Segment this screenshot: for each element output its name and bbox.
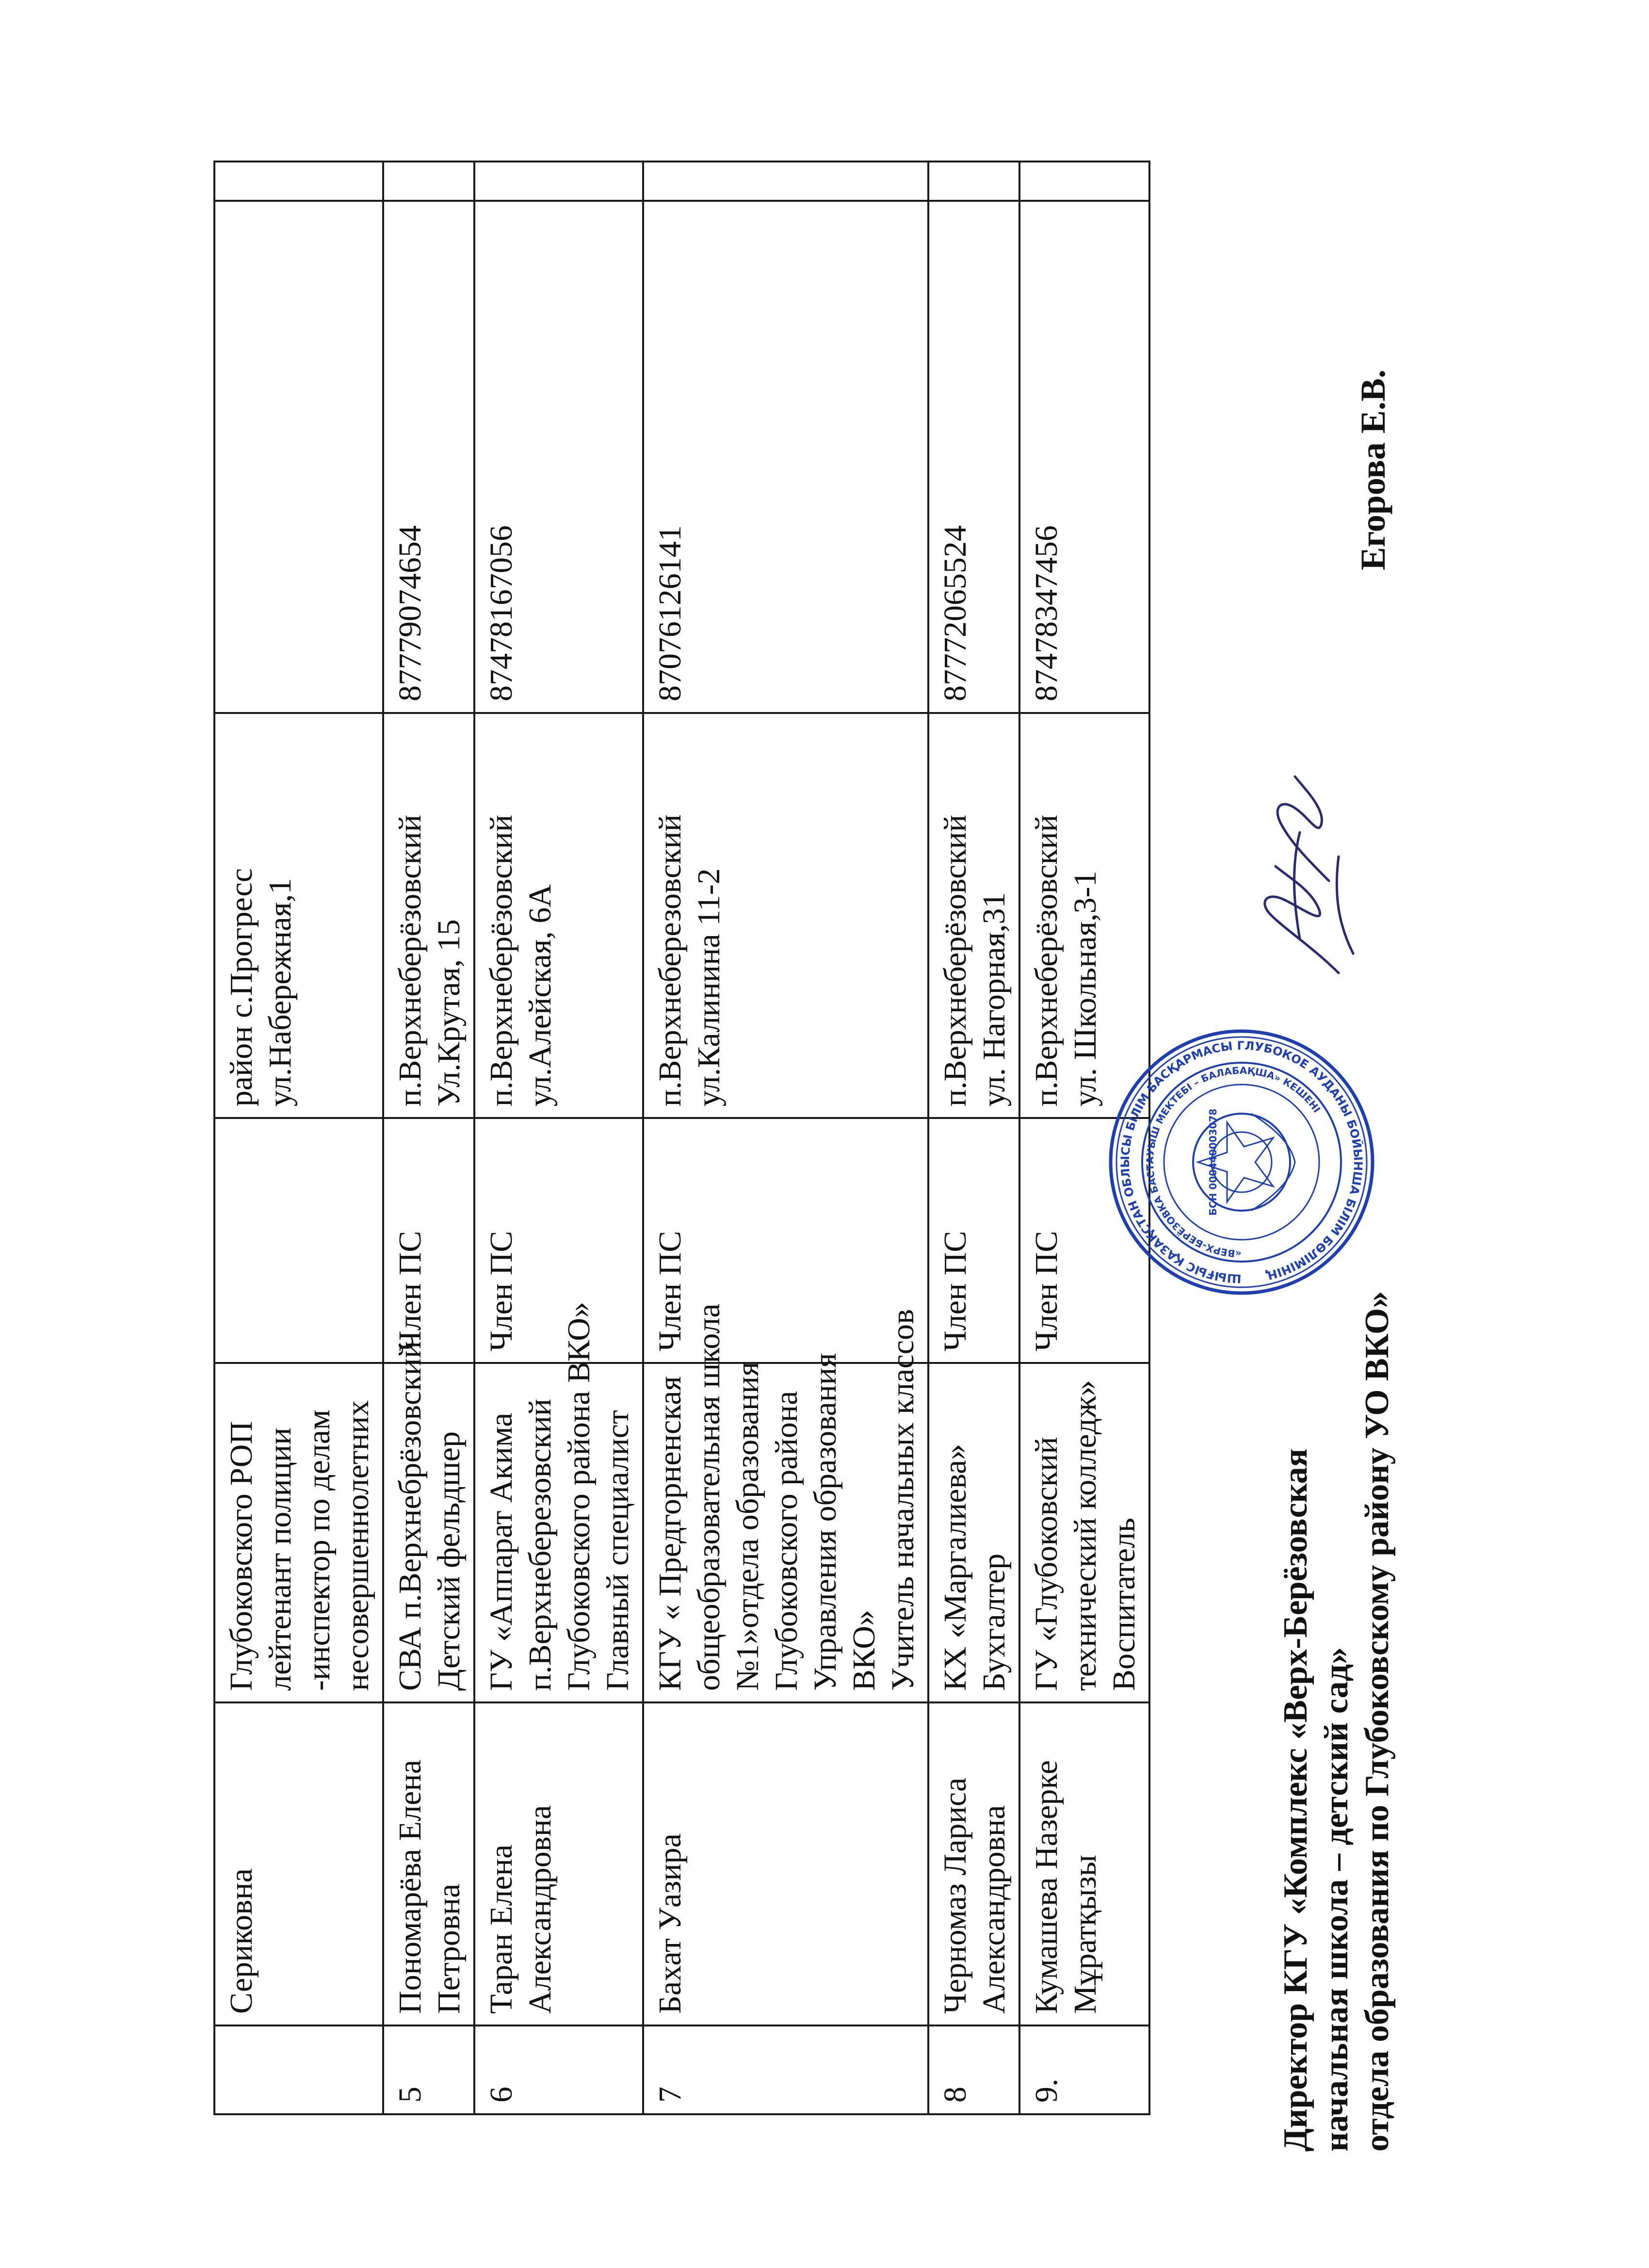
workplace-position-line: Бухгалтер	[976, 1553, 1012, 1691]
home-address-line: Ул.Крутая, 15	[431, 919, 467, 1107]
home-address-line: п.Верхнеберезовский	[652, 814, 688, 1107]
empty-cell	[643, 162, 928, 201]
svg-text:«ВЕРХ-БЕРЁЗОВКА БАСТАУЫШ МЕКТЕ	[1144, 1065, 1323, 1260]
home-address-line: ул. Школьная,3-1	[1067, 871, 1103, 1107]
workplace-position-line: технический колледж»	[1067, 1380, 1103, 1691]
workplace-position-line: КГУ « Предгорненская	[652, 1376, 688, 1691]
director-title-line-2: начальная школа – детский сад»	[1318, 1647, 1355, 2152]
workplace-position-line: Детский фельдшер	[431, 1431, 467, 1691]
home-address-line: район с.Прогресс	[224, 868, 259, 1107]
workplace-position-cell	[383, 1341, 474, 1702]
home-address-cell	[214, 713, 383, 1118]
stamp-bin-text: БСН 000440003078	[1207, 1108, 1219, 1216]
home-address-line: п.Верхнеберёзовский	[484, 814, 519, 1107]
workplace-position-line: Учитель начальных классов	[885, 1309, 921, 1691]
council-role-cell	[214, 1118, 383, 1363]
workplace-position-line: п.Верхнеберезовский	[522, 1398, 558, 1691]
full-name-line: Черномаз Лариса	[938, 1777, 973, 2014]
council-role-cell	[928, 1118, 1019, 1363]
home-address-line: п.Верхнеберёзовский	[938, 814, 973, 1107]
empty-cell	[1019, 162, 1149, 201]
council-role-cell	[383, 1118, 474, 1363]
row-number-cell	[214, 2025, 383, 2114]
empty-cell	[474, 162, 643, 201]
full-name-line: Бахат Уазира	[652, 1833, 688, 2014]
row-number-text: 8	[938, 2087, 973, 2103]
full-name-cell	[474, 1702, 643, 2025]
workplace-position-cell	[214, 1363, 383, 1702]
council-role-text: Член ПС	[938, 1231, 973, 1352]
full-name-line: Пономарёва Елена	[392, 1760, 428, 2014]
workplace-position-cell	[1019, 1363, 1149, 1702]
council-role-text: Член ПС	[652, 1231, 688, 1352]
full-name-cell	[214, 1702, 383, 2025]
workplace-position-line: ГУ «Аппарат Акима	[484, 1412, 519, 1691]
empty-cell	[928, 162, 1019, 201]
row-number-text: 6	[484, 2087, 519, 2103]
council-role-text: Член ПС	[1029, 1231, 1064, 1352]
row-number-cell	[474, 2025, 643, 2114]
workplace-position-line: Главный специалист	[600, 1410, 635, 1691]
home-address-line: п.Верхнеберёзовский	[392, 814, 428, 1107]
full-name-line: Мұратқызы	[1067, 1855, 1103, 2014]
table-row	[383, 162, 474, 2114]
phone-number-cell	[214, 201, 383, 713]
workplace-position-line: №1»отдела образования	[730, 1361, 765, 1691]
home-address-cell	[928, 713, 1019, 1118]
full-name-line: Александровна	[522, 1805, 558, 2014]
members-table-body	[214, 162, 1149, 2114]
council-role-text: Член ПС	[392, 1231, 428, 1352]
workplace-position-cell	[474, 1302, 643, 1702]
director-title-line-3: отдела образования по Глубоковскому району УО ВКО»	[1358, 1291, 1396, 2152]
home-address-line: ул.Калинина 11-2	[691, 868, 727, 1107]
empty-cell	[214, 162, 383, 201]
row-number-cell	[928, 2025, 1019, 2114]
full-name-cell	[928, 1702, 1019, 2025]
handwritten-signature	[1242, 769, 1368, 983]
row-number-text: 5	[392, 2087, 428, 2103]
full-name-cell	[643, 1702, 928, 2025]
workplace-position-line: Глубоковского РОП	[224, 1421, 259, 1691]
members-table	[213, 161, 1150, 2115]
full-name-line: Александровна	[976, 1805, 1012, 2014]
workplace-position-line: Глубоковского района ВКО»	[561, 1302, 597, 1691]
phone-number-cell	[1019, 201, 1149, 713]
phone-number-cell	[383, 201, 474, 713]
phone-number-cell	[643, 201, 928, 713]
council-role-cell	[474, 1118, 643, 1363]
workplace-position-line: Воспитатель	[1106, 1518, 1142, 1691]
workplace-position-line: ГУ «Глубоковский	[1029, 1437, 1064, 1691]
phone-number-text: 87076126141	[652, 525, 688, 701]
phone-number-cell	[928, 201, 1019, 713]
director-title-line-1: Директор КГУ «Комплекс «Верх-Берёзовская	[1277, 1448, 1314, 2152]
phone-number-text: 87478167056	[484, 525, 519, 701]
home-address-cell	[474, 713, 643, 1118]
full-name-cell	[383, 1702, 474, 2025]
official-stamp-seal	[1106, 1026, 1377, 1298]
full-name-line: Таран Елена	[484, 1844, 519, 2014]
home-address-cell	[643, 713, 928, 1118]
phone-number-text: 87478347456	[1029, 525, 1064, 701]
row-number-cell	[1019, 2025, 1149, 2114]
signer-name: Егорова Е.В.	[1354, 369, 1392, 570]
row-number-text: 9.	[1029, 2078, 1064, 2103]
table-row	[643, 162, 928, 2114]
stamp-outer-text: ШЫҒЫС ҚАЗАҚСТАН ОБЛЫСЫ БІЛІМ БАСҚАРМАСЫ ГЛУБОКОЕ АУДАНЫ БОЙЫНША БІЛІМ БӨЛІМІНІҢ	[1118, 1038, 1365, 1286]
home-address-line: ул. Нагорная,31	[976, 892, 1012, 1107]
workplace-position-line: СВА п.Верхнебрёзовский	[392, 1341, 428, 1691]
council-role-text: Член ПС	[484, 1231, 519, 1352]
phone-number-cell	[474, 201, 643, 713]
home-address-line: ул.Набережная,1	[262, 878, 298, 1107]
table-row	[928, 162, 1019, 2114]
phone-number-text: 87779074654	[392, 525, 428, 701]
row-number-text: 7	[652, 2087, 688, 2103]
workplace-position-line: КХ «Маргалиева»	[938, 1443, 973, 1691]
row-number-cell	[383, 2025, 474, 2114]
workplace-position-line: ВКО»	[846, 1610, 882, 1691]
home-address-line: п.Верхнеберёзовский	[1029, 814, 1064, 1107]
workplace-position-cell	[643, 1303, 928, 1702]
full-name-line: Петровна	[431, 1883, 467, 2014]
full-name-cell	[1019, 1702, 1149, 2025]
workplace-position-line: Глубоковского района	[769, 1391, 804, 1691]
workplace-position-line: несовершеннолетних	[340, 1400, 375, 1691]
stamp-inner-text: «ВЕРХ-БЕРЁЗОВКА БАСТАУЫШ МЕКТЕБІ – БАЛАБАҚША» КЕШЕНІ	[1144, 1064, 1323, 1260]
empty-cell	[383, 162, 474, 201]
workplace-position-cell	[928, 1363, 1019, 1702]
full-name-line: Кумашева Назерке	[1029, 1760, 1064, 2014]
phone-number-text: 87772065524	[938, 525, 973, 701]
home-address-line: ул.Алейская, 6А	[522, 884, 558, 1107]
full-name-line: Сериковна	[224, 1868, 259, 2014]
workplace-position-line: Управления образования	[808, 1353, 843, 1691]
table-row	[474, 162, 643, 2114]
director-title-block	[1276, 1291, 1398, 2152]
home-address-cell	[383, 713, 474, 1118]
row-number-cell	[643, 2025, 928, 2114]
table-row	[214, 162, 383, 2114]
workplace-position-line: -инспектор по делам	[301, 1409, 337, 1691]
workplace-position-line: общеобразовательная школа	[691, 1303, 727, 1691]
workplace-position-line: лейтенант полиции	[262, 1427, 298, 1691]
